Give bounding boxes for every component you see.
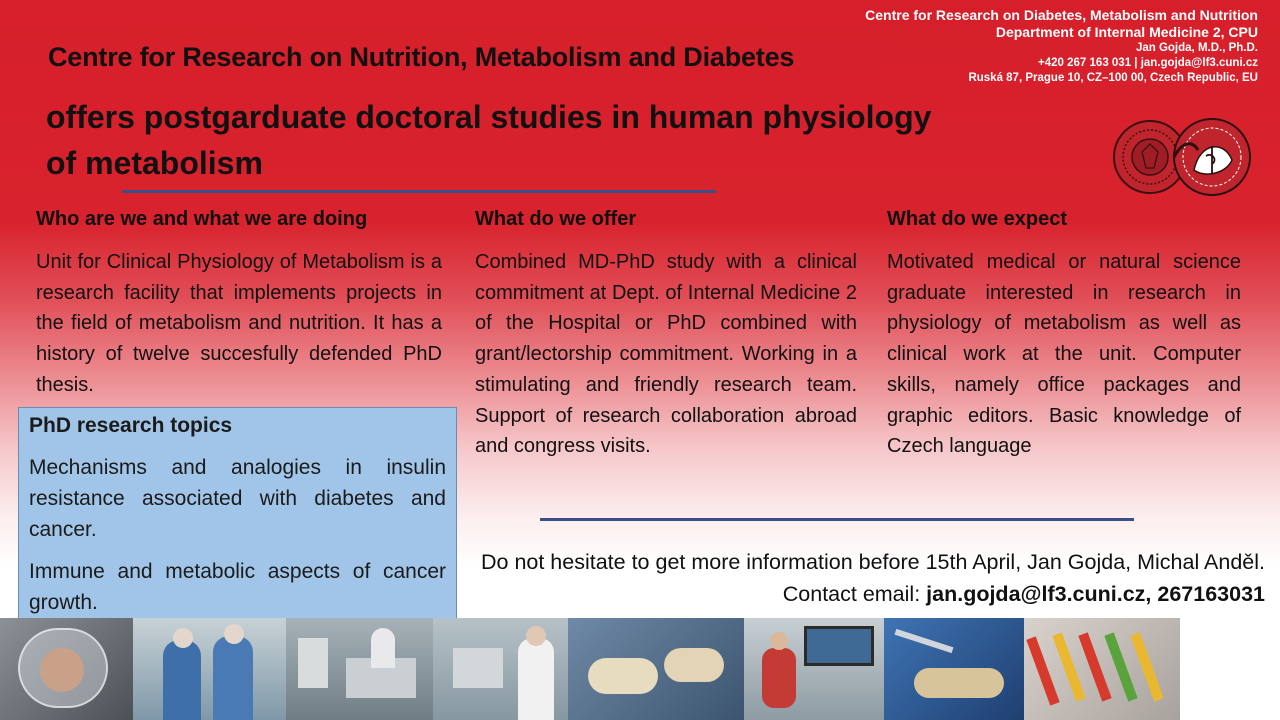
- topic-item: Mechanisms and analogies in insulin resistance associated with diabetes and cancer.: [29, 456, 446, 541]
- photo-gloved-hands: [568, 618, 744, 720]
- org-contact: +420 267 163 031 | jan.gojda@lf3.cuni.cz: [1038, 57, 1258, 69]
- research-topics-box: [18, 407, 457, 622]
- contact-info: [468, 546, 1265, 610]
- topics-heading: PhD research topics: [29, 414, 233, 437]
- divider-top: [122, 190, 716, 193]
- photo-ward-nurse: [433, 618, 568, 720]
- photo-patient-hood: [0, 618, 133, 720]
- photo-exercise-bike: [744, 618, 884, 720]
- faculty-hospital-seal-icon: [1174, 119, 1250, 195]
- column-heading: What do we expect: [887, 208, 1068, 230]
- contact-email-link[interactable]: jan.gojda@lf3.cuni.cz, 267163031: [926, 582, 1265, 606]
- topic-item: Immune and metabolic aspects of cancer growth.: [29, 560, 446, 614]
- info-deadline: Do not hesitate to get more information before 15th April, Jan Gojda, Michal Anděl.: [480, 550, 1265, 574]
- org-person: Jan Gojda, M.D., Ph.D.: [1135, 42, 1258, 54]
- org-department: Department of Internal Medicine 2, CPU: [995, 24, 1258, 40]
- column-body: Motivated medical or natural science graduate interested in research in physiology of metabolism as well as clinical work at the unit. Computer skills, namely office packages and graphic editors. Basic knowledge of Czech language: [887, 251, 1241, 458]
- column-heading: Who are we and what we are doing: [36, 208, 368, 230]
- page-subtitle: offers postgarduate doctoral studies in human physiology of metabolism: [46, 99, 932, 181]
- divider-bottom: [540, 518, 1134, 521]
- column-body: Unit for Clinical Physiology of Metabolism is a research facility that implements projects in the field of metabolism and nutrition. It has a history of twelve succesfully defended PhD thesis.: [36, 251, 442, 396]
- column-who-we-are: [36, 208, 442, 401]
- info-contact-line: [468, 578, 1265, 610]
- contact-label: Contact email:: [782, 582, 927, 606]
- org-address: Ruská 87, Prague 10, CZ–100 00, Czech Republic, EU: [968, 72, 1258, 84]
- photo-strip: [0, 618, 1280, 720]
- column-body: Combined MD-PhD study with a clinical commitment at Dept. of Internal Medicine 2 of the Hospital or PhD combined with grant/lectorship commitment. Working in a stimulating and friendly research team. Support of research collaboration abroad and congress visits.: [475, 251, 857, 458]
- org-name: Centre for Research on Diabetes, Metabolism and Nutrition: [865, 7, 1258, 23]
- photo-clinic-room: [286, 618, 433, 720]
- column-heading: What do we offer: [475, 208, 637, 230]
- page-title: Centre for Research on Nutrition, Metabolism and Diabetes: [48, 42, 795, 72]
- column-what-we-expect: [887, 208, 1241, 462]
- photo-ultrasound-probe: [884, 618, 1024, 720]
- column-what-we-offer: [475, 208, 857, 462]
- photo-lab-tubes: [1024, 618, 1180, 720]
- photo-surgical-team: [133, 618, 286, 720]
- university-seals: [1108, 112, 1268, 202]
